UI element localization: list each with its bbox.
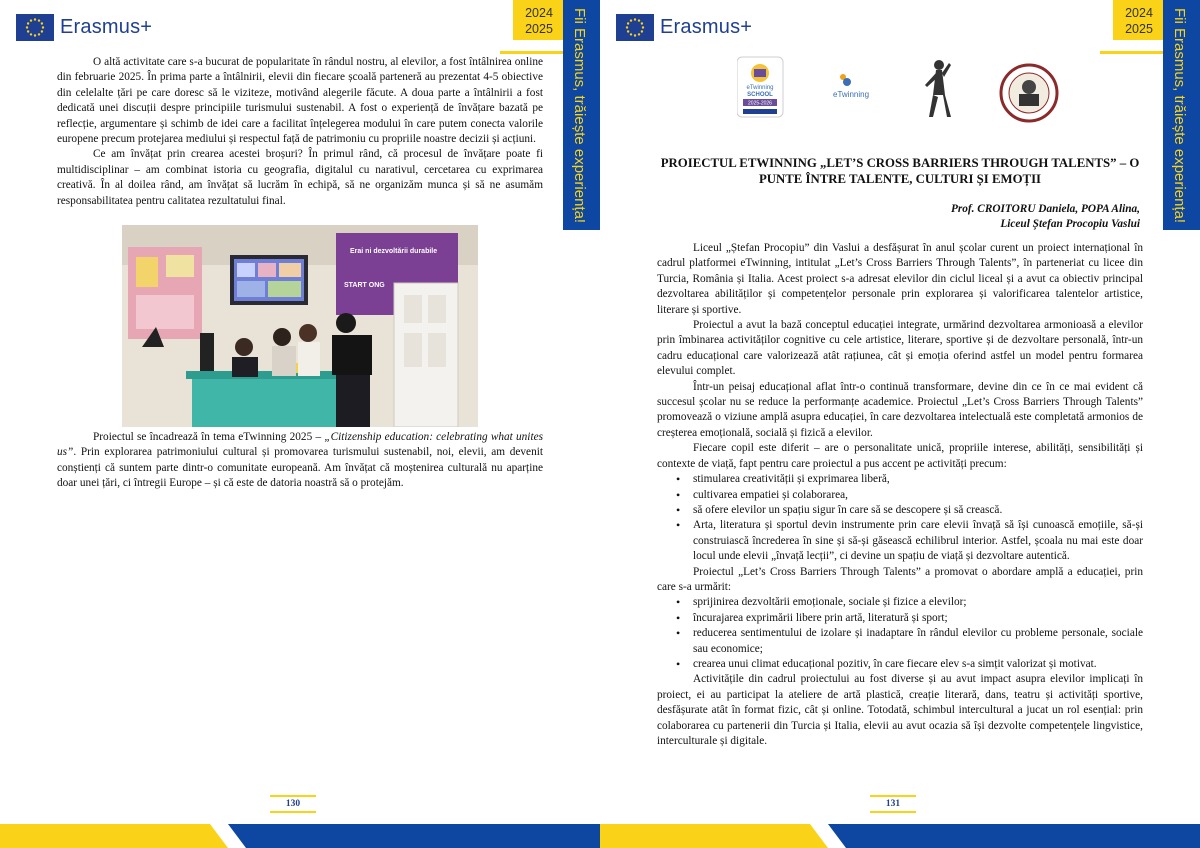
list-item: • reducerea sentimentului de izolare și inadaptare în rândul elevilor cu probleme personale, sociale sau economice; [657, 626, 1143, 657]
left-body-top [57, 55, 543, 209]
list-item: • sprijinirea dezvoltării emoționale, sociale și fizice a elevilor; [657, 595, 1143, 610]
paragraph: Fiecare copil este diferit – are o personalitate unică, propriile interese, abilități, sensibilități și contexte de viață, fapt pentru care proiectul a pus accent pe activități precum: [657, 442, 1143, 470]
eu-flag-icon [16, 14, 54, 41]
closing-paragraph [57, 430, 543, 492]
erasmus-logo [16, 13, 152, 41]
footer-band [600, 824, 1200, 848]
article-authors [951, 202, 1140, 232]
school-seal-icon [1001, 65, 1057, 121]
badge-years: 2025-2026 [748, 100, 772, 107]
page-number-left [270, 795, 316, 813]
list-item: • stimularea creativității și exprimarea liberă, [657, 472, 1143, 487]
side-slogan: Fii Erasmus, trăiește experiența! [1171, 8, 1188, 224]
year-start: 2024 [525, 6, 553, 20]
year-badge [513, 0, 565, 40]
year-end: 2025 [525, 22, 553, 36]
classroom-photo [122, 225, 478, 427]
article-title: PROIECTUL ETWINNING „LET’S CROSS BARRIERS THROUGH TALENTS” – O PUNTE ÎNTRE TALENTE, CULTURI ȘI EMOȚII [660, 156, 1140, 186]
right-body [657, 241, 1143, 749]
year-start: 2024 [1125, 6, 1153, 20]
badge-brand: eTwinning [746, 85, 774, 91]
page-number-right [870, 795, 916, 813]
year-badge [1113, 0, 1165, 40]
paragraph: Într-un peisaj educațional aflat într-o continuă transformare, devine din ce în ce mai evident că succesul școlar nu se reduce la performanțe academice. Proiectul „Let’s Cross Barriers Through Talents” promovează o viziune amplă asupra educației, în care dezvoltarea intelectuală este completată armonios de creșterea emoțională, socială și fizică a elevilor. [657, 380, 1143, 439]
badge-label: SCHOOL [747, 92, 773, 98]
activities-list [657, 472, 1143, 564]
footer-band [0, 824, 600, 848]
poster-subtitle: START ONG [344, 282, 385, 289]
paragraph: Activitățile din cadrul proiectului au fost diverse și au avut impact asupra elevilor implicați în proiect, ei au participat la ateliere de artă plastică, creație literară, dans, teatru și activități sportive, desfășurate atât în format fizic, cât și online. Totodată, schimbul intercultural a jucat un rol esențial: prin colaborarea cu partenerii din Turcia și Italia, elevii au avut ocazia să își dezvolte competențele lingvistice, interculturale și digitale. [657, 673, 1143, 747]
etwinning-logo-text: eTwinning [833, 90, 870, 99]
erasmus-logo [616, 13, 752, 41]
list-item: • încurajarea exprimării libere prin artă, literatură și sport; [657, 611, 1143, 626]
page-number: 130 [285, 799, 301, 809]
etwinning-logo-icon [833, 74, 869, 99]
side-slogan-tab [1163, 0, 1200, 230]
side-slogan-tab [563, 0, 600, 230]
closing-theme: „Citizenship education: celebrating what unites us” [57, 431, 543, 459]
list-item: • crearea unui climat educațional pozitiv, în care fiecare elev s-a simțit valorizat și motivat. [657, 657, 1143, 672]
poster-title: Erai ni dezvoltării durabile [350, 248, 438, 255]
closing-intro: Proiectul se încadrează în tema eTwinning 2025 – [93, 431, 325, 443]
closing-rest: . Prin explorarea patrimoniului cultural și promovarea turismului sustenabil, noi, elevii, am devenit conștienți că suntem parte dintr-o comunitate europeană. Am învățat că moștenirea culturală nu aparține doar unei țări, ci întregii Europe – și că este de datoria noastră să o protejăm. [57, 446, 543, 490]
etwinning-school-badge-icon [737, 57, 783, 117]
paragraph: O altă activitate care s-a bucurat de popularitate în rândul nostru, al elevilor, a fost întâlnirea online din februarie 2025. În prima parte a întâlnirii, elevii din fiecare școală parteneră au prezentat 4-5 obiective din celelalte țări pe care doresc să le viziteze, motivând alegerile făcute. A doua parte a întâlnirii a fost dedicată unei discuții despre principiile turismului sustenabil. A fost o experiență de învățare bazată pe reflecție, argumentare și schimb de idei care a facilitat înțelegerea modului în care putem conecta valorile europene precum protejarea mediului și respectul față de patrimoniu cu propriile noastre decizii și acțiuni. [57, 56, 543, 146]
list-item: • cultivarea empatiei și colaborarea, [657, 488, 1143, 503]
author-school: Liceul Ștefan Procopiu Vaslui [1000, 218, 1140, 230]
list-item: • să ofere elevilor un spațiu sigur în care să se descopere și să crească. [657, 503, 1143, 518]
erasmus-logo-text: Erasmus+ [60, 15, 153, 38]
erasmus-logo-text: Erasmus+ [660, 15, 753, 38]
paragraph: Proiectul „Let’s Cross Barriers Through Talents” a promovat o abordare amplă a educației, prin care s-a urmărit: [657, 565, 1143, 593]
partner-logos [737, 55, 1067, 130]
eu-flag-icon [616, 14, 654, 41]
list-item: • Arta, literatura și sportul devin instrumente prin care elevii învață să își cunoască emoțiile, să-și construiască încrederea în sine și să-și găsească echilibrul interior. Astfel, școala nu mai este doar locul unde elevii „învață lecții”, ci devine un spațiu de viață și dezvoltare autentică. [657, 518, 1143, 564]
left-body-bottom [57, 430, 543, 492]
page-right [600, 0, 1200, 848]
dancer-logo-icon [925, 60, 951, 117]
paragraph: Ce am învățat prin crearea acestei broșuri? În primul rând, că procesul de învățare poate fi multidisciplinar – am combinat istoria cu geografia, digitalul cu narativul, cercetarea cu exprimarea creativă. În al doilea rând, am învățat să lucrăm în echipă, să ne organizăm munca și să ne asumăm responsabilitatea pentru calitatea rezultatului final. [57, 148, 543, 207]
author-names: Prof. CROITORU Daniela, POPA Alina, [950, 203, 1140, 215]
paragraph: Liceul „Ștefan Procopiu” din Vaslui a desfășurat în anul școlar curent un proiect internațional în cadrul platformei eTwinning, intitulat „Let’s Cross Barriers Through Talents”, în parteneriat cu licee din Turcia, România și Italia. Acest proiect s-a adresat elevilor din ciclul liceal și a avut ca obiectiv principal dezvoltarea abilităților și competențelor personale prin explorarea și valorificarea talentelor artistice, literare și sportive. [657, 242, 1143, 316]
paragraph: Proiectul a avut la bază conceptul educației integrate, urmărind dezvoltarea armonioasă a elevilor prin îmbinarea activităților cognitive cu cele artistice, literare, sportive și de dezvoltare personală, într-un cadru educațional care valorizează atât rațiunea, cât și emoția oferind astfel un model pentru formarea elevului complet. [657, 319, 1143, 378]
goals-list [657, 595, 1143, 672]
year-end: 2025 [1125, 22, 1153, 36]
page-number: 131 [885, 799, 901, 809]
side-slogan: Fii Erasmus, trăiește experiența! [571, 8, 588, 224]
